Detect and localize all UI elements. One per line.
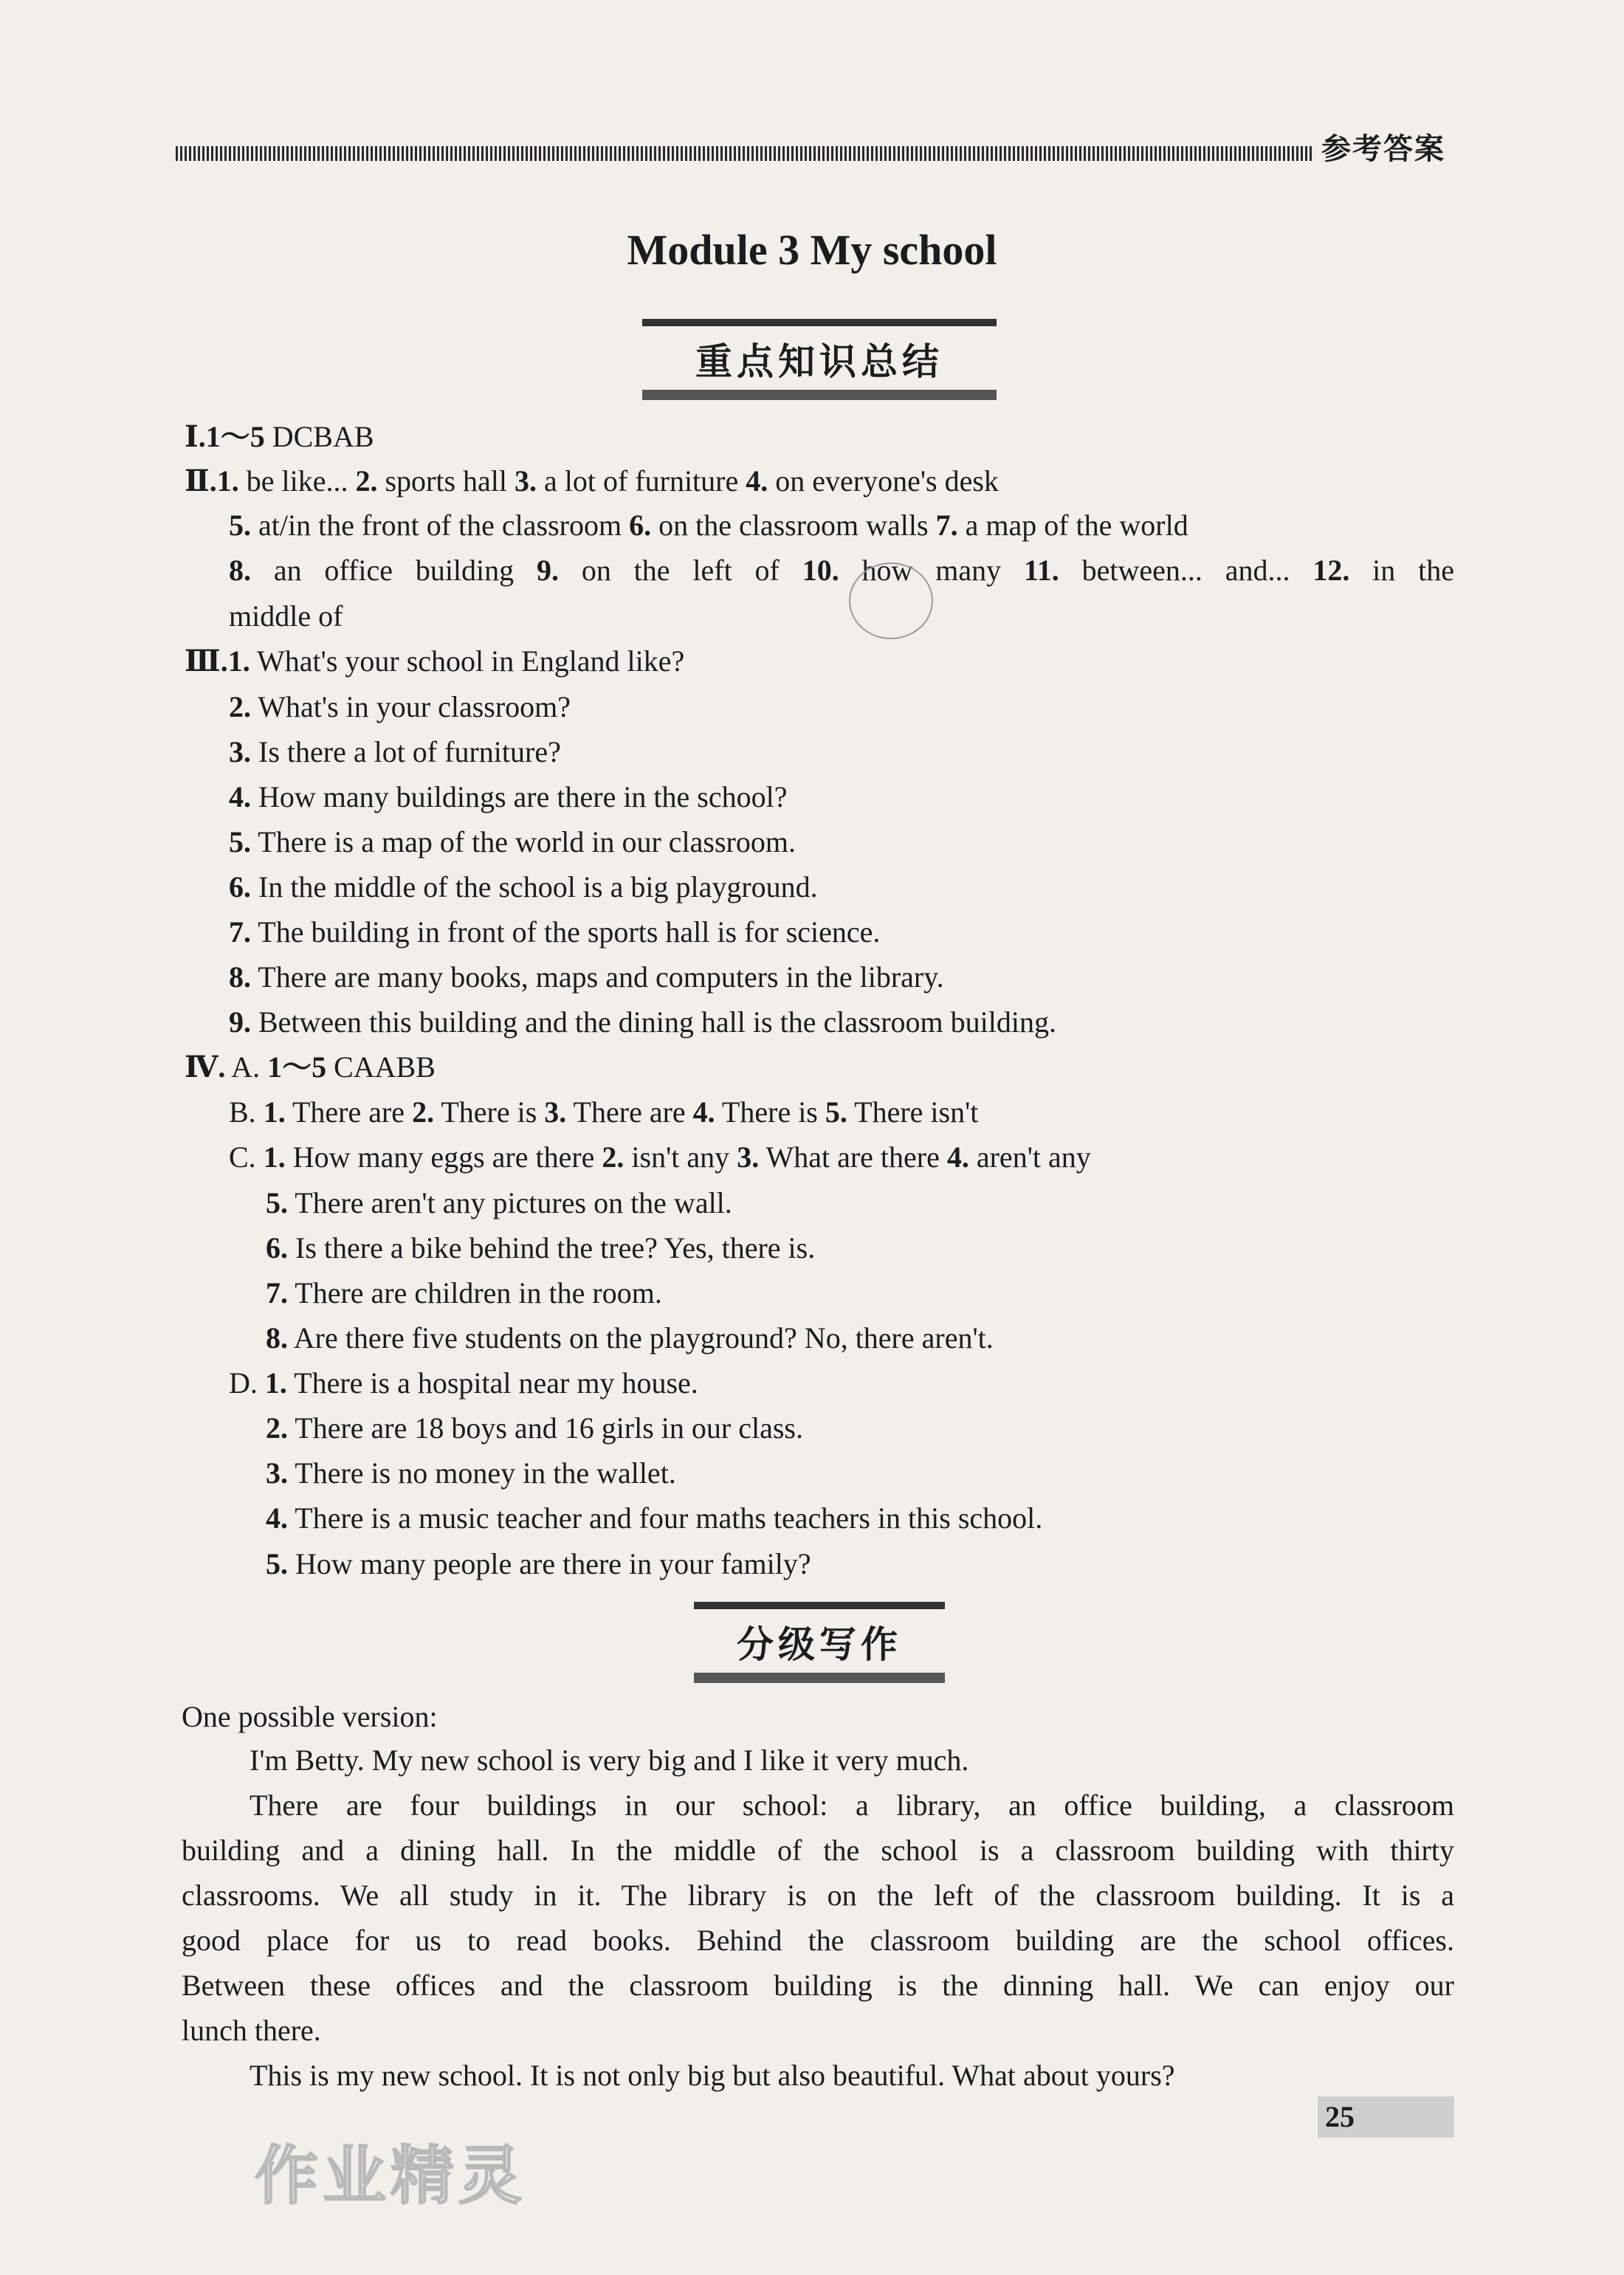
- writing-paragraph-2-line: good place for us to read books. Behind the classroom building are the school offices.: [182, 1924, 1454, 1957]
- writing-paragraph-2-line: lunch there.: [182, 2014, 321, 2047]
- writing-intro: One possible version:: [182, 1700, 438, 1733]
- header-title: 参考答案: [1321, 132, 1445, 166]
- stamp-mark: [849, 562, 933, 639]
- answer-line-20: 7. There are children in the room.: [266, 1276, 662, 1309]
- answer-line-21: 8. Are there five students on the playground? No, there aren't.: [266, 1321, 994, 1355]
- answer-line-16: B. 1. There are 2. There is 3. There are 4. There is 5. There isn't: [229, 1095, 979, 1129]
- answer-line-26: 5. How many people are there in your family?: [266, 1547, 811, 1580]
- section-heading-key-points: [642, 319, 997, 400]
- answer-line-4: 8. an office building 9. on the left of 10. how many 11. between... and... 12. in the: [229, 554, 1454, 587]
- answer-line-17: C. 1. How many eggs are there 2. isn't any 3. What are there 4. aren't any: [229, 1140, 1091, 1174]
- answer-line-15: Ⅳ. A. 1～5 CAABB: [185, 1050, 436, 1084]
- writing-paragraph-2-line: There are four buildings in our school: a library, an office building, a classroom: [250, 1789, 1454, 1822]
- section-heading-writing: [694, 1602, 945, 1683]
- answer-line-2: Ⅱ.1. be like... 2. sports hall 3. a lot of furniture 4. on everyone's desk: [185, 464, 999, 498]
- answer-line-9: 4. How many buildings are there in the school?: [229, 780, 788, 813]
- answer-line-3: 5. at/in the front of the classroom 6. on the classroom walls 7. a map of the world: [229, 509, 1188, 542]
- writing-paragraph-2-line: building and a dining hall. In the middle of the school is a classroom building with thirty: [182, 1834, 1454, 1867]
- answer-line-25: 4. There is a music teacher and four maths teachers in this school.: [266, 1501, 1043, 1535]
- section-title: 分级写作: [737, 1623, 902, 1666]
- section-title: 重点知识总结: [695, 340, 943, 383]
- answer-line-7: 2. What's in your classroom?: [229, 690, 571, 723]
- header-rule: [176, 146, 1312, 161]
- answer-line-18: 5. There aren't any pictures on the wall.: [266, 1186, 732, 1219]
- answer-line-14: 9. Between this building and the dining hall is the classroom building.: [229, 1005, 1056, 1039]
- module-title: Module 3 My school: [627, 226, 997, 274]
- answer-line-12: 7. The building in front of the sports hall is for science.: [229, 915, 881, 949]
- answer-line-24: 3. There is no money in the wallet.: [266, 1456, 676, 1490]
- watermark-logo: 作业精灵: [255, 2139, 526, 2213]
- answer-line-23: 2. There are 18 boys and 16 girls in our class.: [266, 1411, 803, 1445]
- answer-line-11: 6. In the middle of the school is a big playground.: [229, 870, 818, 904]
- answer-line-10: 5. There is a map of the world in our classroom.: [229, 825, 796, 858]
- answer-line-22: D. 1. There is a hospital near my house.: [229, 1366, 698, 1400]
- writing-paragraph-2-line: classrooms. We all study in it. The library is on the left of the classroom building. It is a: [182, 1879, 1454, 1912]
- answer-line-6: Ⅲ.1. What's your school in England like?: [185, 644, 685, 678]
- answer-line-5: middle of: [229, 599, 343, 633]
- writing-paragraph-3: This is my new school. It is not only big but also beautiful. What about yours?: [250, 2059, 1175, 2092]
- writing-paragraph-1: I'm Betty. My new school is very big and I like it very much.: [250, 1744, 969, 1777]
- answer-line-19: 6. Is there a bike behind the tree? Yes, there is.: [266, 1231, 816, 1264]
- writing-paragraph-2-line: Between these offices and the classroom building is the dinning hall. We can enjoy our: [182, 1969, 1454, 2002]
- answer-line-1: Ⅰ.1～5 DCBAB: [185, 420, 374, 453]
- answer-line-8: 3. Is there a lot of furniture?: [229, 735, 561, 768]
- page-number: 25: [1318, 2096, 1454, 2138]
- answer-line-13: 8. There are many books, maps and computers in the library.: [229, 960, 944, 994]
